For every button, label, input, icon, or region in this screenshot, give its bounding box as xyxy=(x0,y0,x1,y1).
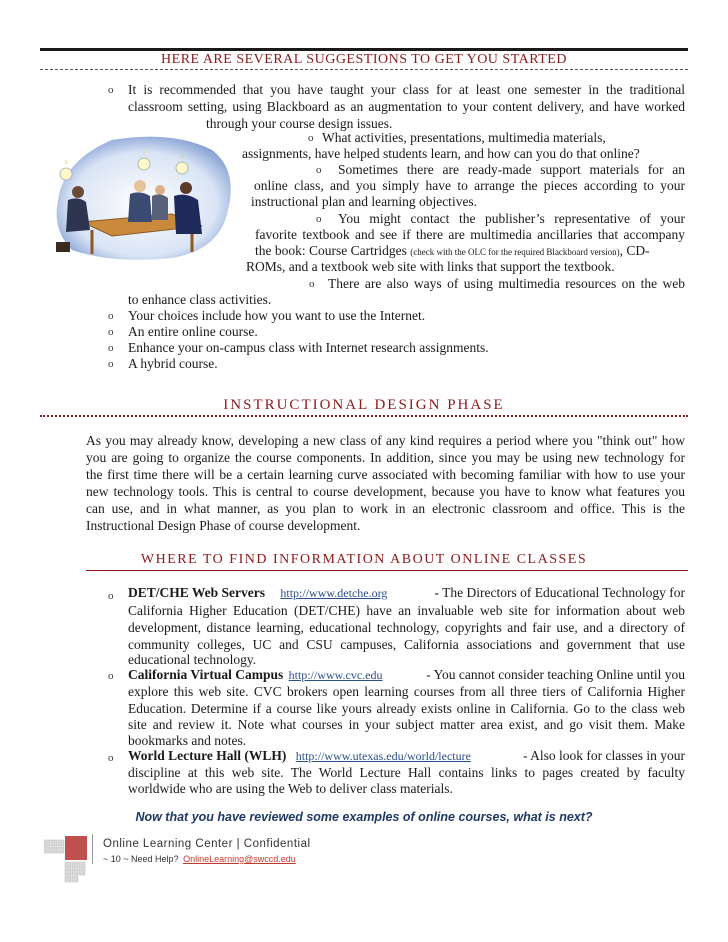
sub3-text-a: the book: Course Cartridges xyxy=(255,243,407,258)
design-paragraph-line: Instructional Design Phase of course development. xyxy=(86,518,361,533)
bullet-icon: o xyxy=(108,84,114,96)
sub3-text-c: , CD- xyxy=(619,243,650,258)
resource-item-detche xyxy=(128,585,685,601)
design-paragraph-line: can use, and in what manner, as you plan to work in an electronic classroom and office. This is the xyxy=(86,501,685,516)
heading-underline xyxy=(40,415,688,417)
resource-line: community colleges, UC and CSU campuses, California associations and government that use xyxy=(128,637,685,652)
footer-confidential: Online Learning Center | Confidential xyxy=(103,838,311,850)
choice-item: A hybrid course. xyxy=(128,356,218,371)
resource-line: site and review it. Note what courses in your subject matter area exist, and go visit them. Make xyxy=(128,717,685,732)
heading-underline xyxy=(86,570,688,571)
closing-question: Now that you have reviewed some examples of online courses, what is next? xyxy=(135,810,593,824)
bullet-icon: o xyxy=(108,326,114,338)
design-paragraph-line: new technology tools. This is central to course development, because you have to know what features you xyxy=(86,484,685,499)
bullet-icon: o xyxy=(108,670,114,682)
section-heading-suggestions: HERE ARE SEVERAL SUGGESTIONS TO GET YOU STARTED xyxy=(161,52,567,67)
wlh-link[interactable]: http://www.utexas.edu/world/lecture xyxy=(295,749,471,763)
footer-grid-logo xyxy=(44,836,90,884)
sub3-text-note: (check with the OLC for the required Blackboard version) xyxy=(410,247,620,257)
resource-line: discipline at this web site. The World Lecture Hall contains links to pages created by faculty xyxy=(128,765,685,780)
intro-line-3: through your course design issues. xyxy=(206,116,393,131)
bullet-icon: o xyxy=(108,358,114,370)
sub3-line-1: You might contact the publisher’s representative of your xyxy=(338,211,685,226)
choice-item: Your choices include how you want to use the Internet. xyxy=(128,308,426,323)
sub2-line-3: instructional plan and learning objectives. xyxy=(251,194,478,209)
resource-line: educational technology. xyxy=(128,652,257,667)
sub1-line-2: assignments, have helped students learn, and how can you do that online? xyxy=(242,146,640,161)
sub2-line-1: Sometimes there are ready-made support materials for an xyxy=(338,162,685,177)
sub-bullet-icon: o xyxy=(308,132,314,144)
sub1-line-1: What activities, presentations, multimedia materials, xyxy=(322,130,606,145)
meeting-illustration xyxy=(52,130,238,264)
sub3-line-4: ROMs, and a textbook web site with links that support the textbook. xyxy=(246,259,615,274)
section-heading-design-phase: INSTRUCTIONAL DESIGN PHASE xyxy=(223,397,505,413)
intro-line-2: classroom setting, using Blackboard as an augmentation to your content delivery, and have worked xyxy=(128,99,685,114)
sub4-line-1: There are also ways of using multimedia resources on the web xyxy=(328,276,685,291)
sub-bullet-icon: o xyxy=(309,278,315,290)
resource-title: DET/CHE Web Servers xyxy=(128,585,266,600)
resource-item-wlh xyxy=(128,748,685,764)
sub3-line-2: favorite textbook and see if there are multimedia ancillaries that accompany xyxy=(255,227,685,242)
sub2-line-2: online class, and you simply have to arrange the pieces according to your xyxy=(254,178,685,193)
resource-line: bookmarks and notes. xyxy=(128,733,247,748)
top-rule xyxy=(40,48,688,51)
sub-bullet-icon: o xyxy=(316,213,322,225)
resource-line: development, distance learning, educational technology, copyrights and fair use, and a directory of xyxy=(128,620,685,635)
resource-title: California Virtual Campus xyxy=(128,667,284,682)
design-paragraph-line: you are going to organize the course components. In addition, since you may be using new technology for xyxy=(86,450,685,465)
bullet-icon: o xyxy=(108,590,114,602)
cvc-link[interactable]: http://www.cvc.edu xyxy=(288,668,383,682)
resource-item-cvc xyxy=(128,667,685,683)
heading-underline xyxy=(40,69,688,70)
resource-line: explore this web site. CVC brokers open learning courses from all three tiers of California Higher xyxy=(128,684,685,699)
resource-line: worldwide who are using the Web to deliver class materials. xyxy=(128,781,453,796)
sub4-line-2: to enhance class activities. xyxy=(128,292,272,307)
intro-line-1: It is recommended that you have taught your class for at least one semester in the traditional xyxy=(128,82,685,97)
detche-link[interactable]: http://www.detche.org xyxy=(280,586,388,600)
resource-title: World Lecture Hall (WLH) xyxy=(128,748,287,763)
section-heading-online-classes: WHERE TO FIND INFORMATION ABOUT ONLINE CLASSES xyxy=(140,552,588,567)
choice-item: Enhance your on-campus class with Internet research assignments. xyxy=(128,340,489,355)
resource-line: Education. Determine if a course like yours already exists online in California. Go to the class web xyxy=(128,701,685,716)
resource-desc: - You cannot consider teaching Online until you xyxy=(426,667,685,682)
choice-item: An entire online course. xyxy=(128,324,258,339)
design-paragraph-line: the first time there will be a certain learning curve associated with becoming familiar with how to use your xyxy=(86,467,685,482)
footer-divider xyxy=(92,834,93,864)
page-number: ~ 10 ~ Need Help? xyxy=(103,854,179,864)
bullet-icon: o xyxy=(108,752,114,764)
help-email-link[interactable]: OnlineLearning@swccd.edu xyxy=(183,854,296,864)
resource-line: California Higher Education (DET/CHE) have an invaluable web site for information about web xyxy=(128,603,685,618)
design-paragraph-line: As you may already know, developing a new class of any kind requires a period where you "think out" how xyxy=(86,433,685,448)
sub3-line-3 xyxy=(255,243,687,260)
bullet-icon: o xyxy=(108,310,114,322)
bullet-icon: o xyxy=(108,342,114,354)
resource-desc: - Also look for classes in your xyxy=(523,748,685,763)
resource-desc: - The Directors of Educational Technology for xyxy=(434,585,685,600)
sub-bullet-icon: o xyxy=(316,164,322,176)
footer-help xyxy=(103,854,296,864)
